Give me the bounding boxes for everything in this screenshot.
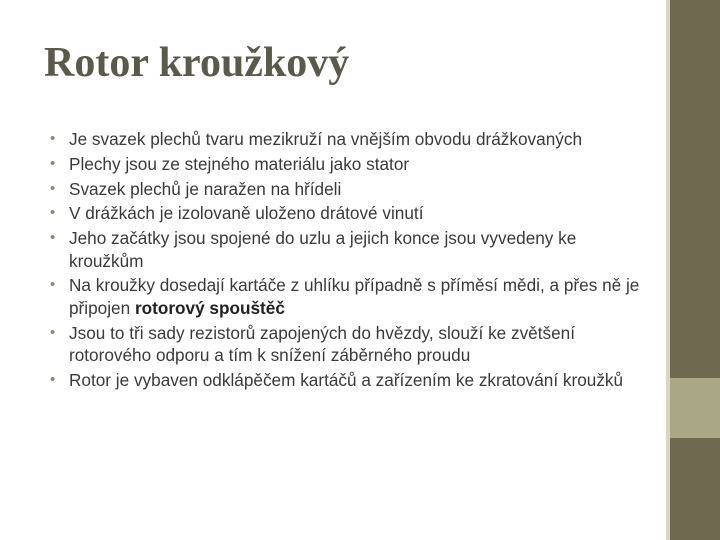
bullet-text: Jsou to tři sady rezistorů zapojených do hvězdy, slouží ke zvětšení rotorového odporu a tím k snížení záběrného proudu (69, 322, 576, 366)
bullet-item (50, 227, 650, 272)
bullet-item (50, 322, 650, 367)
bullet-text: Svazek plechů je naražen na hřídeli (69, 178, 342, 199)
bullet-bold-term: rotorový spouštěč (134, 297, 285, 318)
bullet-text: Je svazek plechů tvaru mezikruží na vnějším obvodu drážkovaných (69, 129, 583, 149)
side-band-dark (670, 0, 720, 540)
bullet-text: Plechy jsou ze stejného materiálu jako stator (69, 153, 410, 174)
bullet-text: Na kroužky dosedají kartáče z uhlíku případně s příměsí mědi, a přes ně je připojen (69, 275, 640, 318)
bullet-item (50, 202, 650, 225)
bullet-item (50, 274, 650, 319)
bullet-list (50, 128, 650, 394)
bullet-text: Jeho začátky jsou spojené do uzlu a jejich konce jsou vyvedeny ke kroužkům (69, 228, 577, 271)
side-band-accent (670, 378, 720, 438)
slide-title: Rotor kroužkový (44, 40, 350, 86)
bullet-item (50, 128, 650, 151)
bullet-item (50, 153, 650, 176)
bullet-item (50, 178, 650, 201)
bullet-text: Rotor je vybaven odklápěčem kartáčů a zařízením ke zkratování kroužků (69, 370, 624, 391)
bullet-item (50, 369, 650, 392)
bullet-text: V drážkách je izolovaně uloženo drátové vinutí (69, 203, 424, 224)
